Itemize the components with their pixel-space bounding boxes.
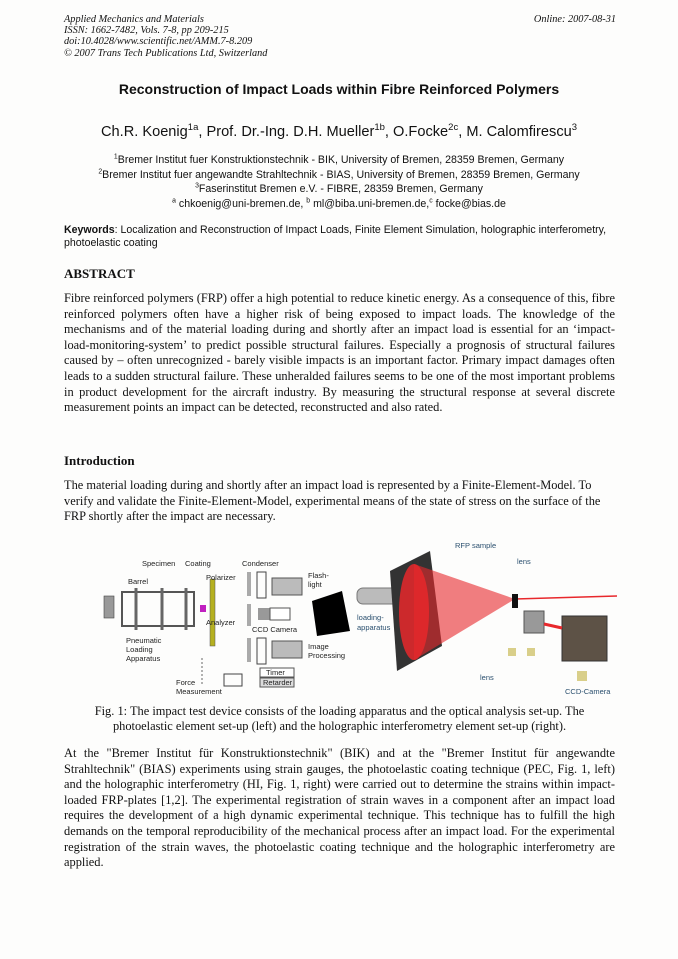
- abstract-text: Fibre reinforced polymers (FRP) offer a high potential to reduce kinetic energy. As a consequence of this, fibre reinforced polymers often have a higher risk of being exposed to impact loads. The knowledge of the mechanisms and of the material loading during and shortly after an impact load is essential for an ‘impact-load-monitoring-system’ to predict possible structural failures. Especially a prognosis of structural failures caused by – often unrecognized - barely visible impacts is an important factor. Primary impact damages often leads to a sudden structural failure. These unheralded failures seems to be one of the most important problems in product development for the aircraft industry. By measuring the structural response at several discrete measurement points an impact can be detected, reconstructed and also rated.: [64, 291, 615, 415]
- label-pneumatic: Pneumatic: [126, 636, 162, 645]
- author-sup: 1b: [374, 122, 385, 134]
- label-image: Image: [308, 642, 329, 651]
- copyright: © 2007 Trans Tech Publications Ltd, Switzerland: [64, 47, 268, 59]
- label-lens-bottom: lens: [480, 673, 494, 682]
- label-loading-apparatus: loading-: [357, 613, 384, 622]
- author-sup: 1a: [187, 122, 199, 134]
- introduction-heading: Introduction: [64, 453, 135, 468]
- doi[interactable]: doi:10.4028/www.scientific.net/AMM.7-8.209: [64, 36, 253, 48]
- author-sup: 3: [571, 122, 578, 134]
- label-loading: Loading: [126, 645, 153, 654]
- label-rfp-sample: RFP sample: [455, 541, 497, 550]
- label-retarder: Retarder: [263, 678, 293, 687]
- email[interactable]: ml@biba.uni-bremen.de,: [313, 197, 430, 210]
- label-coating: Coating: [185, 559, 211, 568]
- label-loading-apparatus-2: apparatus: [357, 623, 391, 632]
- affiliation: $^2$Bremer Institut fuer angewandte Strahltechnik - BIAS, University of Bremen, 28359 Bremen, Germany: [98, 168, 580, 181]
- intro-paragraph-1: The material loading during and shortly after an impact load is represented by a Finite-Element-Model. To verify and validate the Finite-Element-Model, experimental means of the state of stress on the surface of the FRP shortly after the impact are necessary.: [64, 478, 601, 524]
- online-date: Online: 2007-08-31: [533, 14, 616, 25]
- keywords-text: : Localization and Reconstruction of Impact Loads, Finite Element Simulation, holographic interferometry, photoelastic coating: [64, 224, 607, 249]
- label-ccd-camera: CCD Camera: [252, 625, 298, 634]
- label-analyzer: Analyzer: [206, 618, 236, 627]
- label-flash: Flash-: [308, 571, 329, 580]
- label-measurement: Measurement: [176, 687, 222, 696]
- label-ccd-camera-right: CCD-Camera: [565, 687, 611, 696]
- intro-paragraph-2: At the "Bremer Institut für Konstruktionstechnik" (BIK) and at the "Bremer Institut für angewandte Strahltechnik" (BIAS) experiments using strain gauges, the photoelastic coating technique (PEC, Fig. 1, left) and the holographic interferometry (HI, Fig. 1, right) were carried out to determine the strains within impact-loaded FRP-plates [1,2]. The experimental registration of strain waves in a component after an impact load requires the development of a high dynamic experimental technique. This technique has to fulfill the high demands on the temporal reproducibility of the mechanical process after an impact load. For the experimental registration of the strain waves, the photoelastic coating technique and the holographic interferometry are applied.: [64, 746, 615, 870]
- label-flash-2: light: [308, 580, 322, 589]
- author: M. Calomfirescu: [466, 124, 572, 140]
- label-timer: Timer: [266, 668, 285, 677]
- author: Ch.R. Koenig: [100, 124, 188, 140]
- email[interactable]: focke@bias.de: [435, 197, 506, 210]
- holographic-setup-diagram: [357, 541, 617, 696]
- author: O.Focke: [393, 124, 449, 140]
- issn: ISSN: 1662-7482, Vols. 7-8, pp 209-215: [64, 25, 229, 37]
- author-sup: 2c: [448, 122, 459, 134]
- label-lens-top: lens: [517, 557, 531, 566]
- affiliation: $^3$Faserinstitut Bremen e.V. - FIBRE, 28359 Bremen, Germany: [195, 182, 483, 196]
- photoelastic-setup-diagram: [104, 559, 350, 696]
- label-polarizer: Polarizer: [206, 573, 236, 582]
- label-processing: Processing: [308, 651, 346, 660]
- label-force: Force: [176, 678, 196, 687]
- abstract-heading: ABSTRACT: [64, 266, 135, 281]
- figure-caption: Fig. 1: The impact test device consists of the loading apparatus and the optical analysis set-up. The photoelastic element set-up (left) and the holographic interferometry element set-up (right).: [94, 704, 585, 734]
- email[interactable]: chkoenig@uni-bremen.de,: [178, 197, 304, 210]
- label-apparatus: Apparatus: [126, 654, 161, 663]
- emails: $^a$ chkoenig@uni-bremen.de, $^b$ ml@biba.uni-bremen.de,$^c$ focke@bias.de: [172, 197, 506, 210]
- author-list: Ch.R. Koenig$^{1a}$, Prof. Dr.-Ing. D.H. Mueller$^{1b}$, O.Focke$^{2c}$, M. Calomfirescu$^3$: [100, 122, 578, 140]
- author: Prof. Dr.-Ing. D.H. Mueller: [206, 124, 375, 140]
- label-barrel: Barrel: [128, 577, 149, 586]
- paper-title: Reconstruction of Impact Loads within Fibre Reinforced Polymers: [118, 81, 560, 97]
- affiliations: [0, 153, 678, 211]
- journal-header: [64, 14, 616, 59]
- affiliation: $^1$Bremer Institut fuer Konstruktionstechnik - BIK, University of Bremen, 28359 Bremen, Germany: [113, 153, 565, 166]
- label-specimen: Specimen: [142, 559, 176, 568]
- journal-name: Applied Mechanics and Materials: [64, 14, 204, 25]
- label-condenser: Condenser: [242, 559, 279, 568]
- figure-1: [72, 536, 617, 701]
- keywords: [64, 224, 616, 250]
- keywords-label: Keywords: [64, 224, 115, 236]
